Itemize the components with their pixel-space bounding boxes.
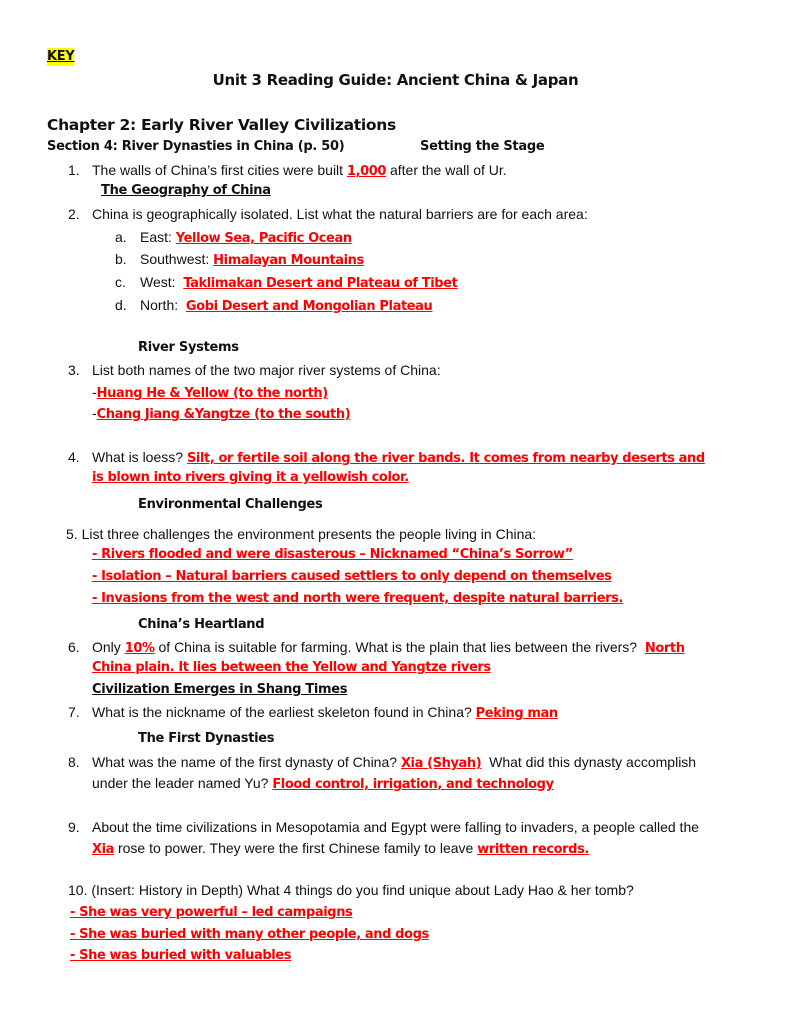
question-6: 6. (68, 639, 80, 655)
answer-line: - Rivers flooded and were disasterous – Nicknamed “China’s Sorrow” (92, 547, 573, 562)
answer-line: - Invasions from the west and north were frequent, despite natural barriers. (92, 591, 624, 606)
question-6-text: Only 10% of China is suitable for farming. What is the plain that lies between the rivers? North (92, 639, 685, 656)
question-9: 9. (68, 819, 80, 835)
question-4-text: What is loess? Silt, or fertile soil along the river bands. It comes from nearby deserts and (92, 449, 705, 466)
list-item: b. Southwest: Himalayan Mountains (115, 251, 364, 268)
question-9-text: About the time civilizations in Mesopotamia and Egypt were falling to invaders, a people called the (92, 819, 700, 835)
answer-line: - She was buried with valuables (70, 948, 292, 963)
subheading-first-dynasties: The First Dynasties (138, 731, 275, 746)
question-3: 3. (68, 362, 80, 378)
question-3-text: List both names of the two major river systems of China: (92, 362, 441, 378)
subheading-river-systems: River Systems (138, 340, 239, 355)
key-label: KEY (47, 49, 75, 64)
list-item: c. West: Taklimakan Desert and Plateau of Tibet (115, 274, 458, 291)
question-7-text: What is the nickname of the earliest skeleton found in China? Peking man (92, 704, 558, 721)
subheading-environmental: Environmental Challenges (138, 497, 323, 512)
subheading-civilization: Civilization Emerges in Shang Times (92, 682, 348, 697)
chapter-heading: Chapter 2: Early River Valley Civilizations (47, 116, 396, 134)
subheading-heartland: China’s Heartland (138, 617, 265, 632)
subheading-setting-stage: Setting the Stage (420, 139, 545, 154)
question-8-text-cont: under the leader named Yu? Flood control, irrigation, and technology (92, 775, 554, 792)
question-10: 10. (Insert: History in Depth) What 4 things do you find unique about Lady Hao & her tomb? (68, 882, 634, 898)
answer-line: - She was buried with many other people, and dogs (70, 927, 429, 942)
question-1-text: The walls of China’s first cities were built 1,000 after the wall of Ur. (92, 162, 507, 179)
answer-line: - She was very powerful – led campaigns (70, 905, 353, 920)
question-8: 8. (68, 754, 80, 770)
question-7: 7. (68, 704, 80, 720)
list-item: a. East: Yellow Sea, Pacific Ocean (115, 229, 352, 246)
question-9-text-cont: Xia rose to power. They were the first Chinese family to leave written records. (92, 840, 589, 857)
answer-line: China plain. It lies between the Yellow and Yangtze rivers (92, 660, 491, 675)
answer-line: - Isolation – Natural barriers caused settlers to only depend on themselves (92, 569, 612, 584)
question-1: 1. (68, 162, 80, 178)
answer-line: -Huang He & Yellow (to the north) (92, 384, 328, 401)
question-5-text: 5. List three challenges the environment presents the people living in China: (66, 526, 537, 542)
answer: 1,000 (346, 164, 387, 179)
answer-line: is blown into rivers giving it a yellowish color. (92, 470, 409, 485)
list-item: d. North: Gobi Desert and Mongolian Plateau (115, 297, 433, 314)
question-2: 2. (68, 206, 80, 222)
page-title: Unit 3 Reading Guide: Ancient China & Japan (212, 71, 579, 89)
answer-line: -Chang Jiang &Yangtze (to the south) (92, 405, 351, 422)
question-4: 4. (68, 449, 80, 465)
question-8-text: What was the name of the first dynasty of China? Xia (Shyah) What did this dynasty accomplish (92, 754, 697, 771)
question-2-text: China is geographically isolated. List what the natural barriers are for each area: (92, 206, 588, 222)
subheading-geography: The Geography of China (101, 183, 271, 198)
section-heading: Section 4: River Dynasties in China (p. 50) (47, 139, 345, 154)
